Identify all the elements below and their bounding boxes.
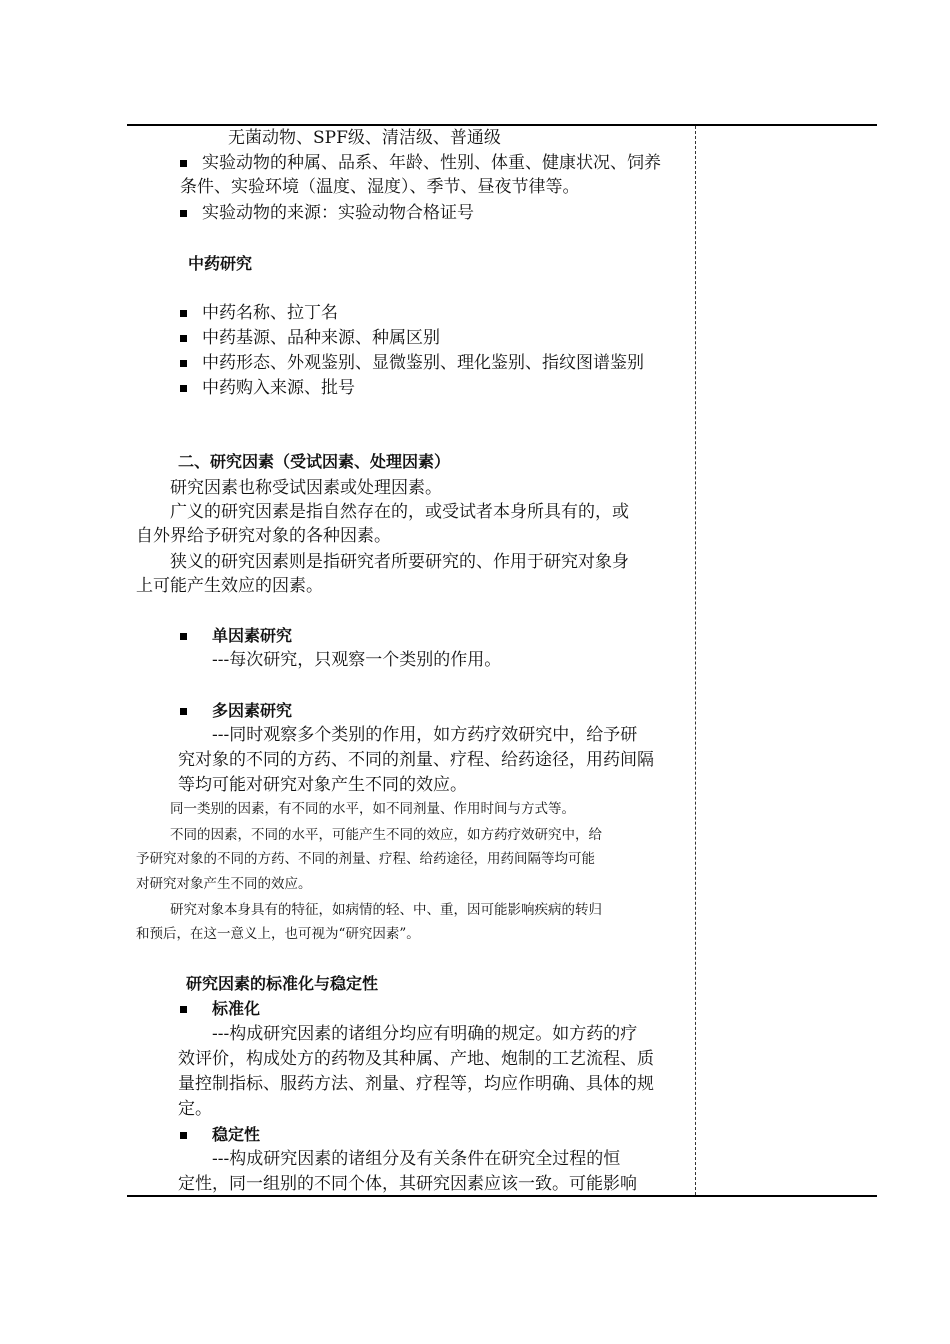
- multi-factor-line-1: ---同时观察多个类别的作用，如方药疗效研究中，给予研: [212, 725, 638, 745]
- note-effects-line-3: 对研究对象产生不同的效应。: [136, 876, 312, 892]
- tcm-item-1: 中药名称、拉丁名: [202, 303, 338, 323]
- tcm-item-3: 中药形态、外观鉴别、显微鉴别、理化鉴别、指纹图谱鉴别: [202, 353, 644, 373]
- multi-factor-heading: 多因素研究: [212, 701, 293, 720]
- paragraph-1: 研究因素也称受试因素或处理因素。: [170, 478, 442, 498]
- note-levels: 同一类别的因素，有不同的水平，如不同剂量、作用时间与方式等。: [170, 801, 575, 817]
- standardization-line-2: 效评价，构成处方的药物及其种属、产地、炮制的工艺流程、质: [178, 1049, 654, 1069]
- stability-line-1: ---构成研究因素的诸组分及有关条件在研究全过程的恒: [212, 1149, 621, 1169]
- multi-factor-line-3: 等均可能对研究对象产生不同的效应。: [178, 775, 467, 795]
- bullet-icon: [180, 210, 187, 217]
- multi-factor-line-2: 究对象的不同的方药、不同的剂量、疗程、给药途径，用药间隔: [178, 750, 654, 770]
- standardization-line-1: ---构成研究因素的诸组分均应有明确的规定。如方药的疗: [212, 1024, 638, 1044]
- stability-line-2: 定性，同一组别的不同个体，其研究因素应该一致。可能影响: [178, 1174, 637, 1194]
- bullet-icon: [180, 335, 187, 342]
- paragraph-2-line-2: 自外界给予研究对象的各种因素。: [136, 526, 391, 546]
- bullet-icon: [180, 1006, 187, 1013]
- bullet-icon: [180, 633, 187, 640]
- animal-grade-line: 无菌动物、SPF级、清洁级、普通级: [228, 128, 501, 148]
- note-effects-line-2: 予研究对象的不同的方药、不同的剂量、疗程、给药途径，用药间隔等均可能: [136, 851, 595, 867]
- note-subject-line-2: 和预后，在这一意义上，也可视为“研究因素”。: [136, 926, 420, 942]
- bottom-rule: [127, 1195, 877, 1197]
- standardization-heading: 标准化: [212, 999, 261, 1018]
- section-2-heading: 二、研究因素（受试因素、处理因素）: [178, 452, 451, 471]
- paragraph-3-line-2: 上可能产生效应的因素。: [136, 576, 323, 596]
- animal-attributes-line-2: 条件、实验环境（温度、湿度）、季节、昼夜节律等。: [180, 177, 580, 197]
- paragraph-3-line-1: 狭义的研究因素则是指研究者所要研究的、作用于研究对象身: [170, 552, 629, 572]
- bullet-icon: [180, 1132, 187, 1139]
- tcm-research-heading: 中药研究: [188, 254, 253, 273]
- stability-heading: 稳定性: [212, 1125, 261, 1144]
- bullet-icon: [180, 385, 187, 392]
- note-effects-line-1: 不同的因素，不同的水平，可能产生不同的效应，如方药疗效研究中，给: [170, 827, 602, 843]
- bullet-icon: [180, 310, 187, 317]
- paragraph-2-line-1: 广义的研究因素是指自然存在的，或受试者本身所具有的，或: [170, 502, 629, 522]
- single-factor-heading: 单因素研究: [212, 626, 293, 645]
- animal-attributes-line: 实验动物的种属、品系、年龄、性别、体重、健康状况、饲养: [202, 153, 661, 173]
- standardization-line-3: 量控制指标、服药方法、剂量、疗程等，均应作明确、具体的规: [178, 1074, 654, 1094]
- tcm-item-4: 中药购入来源、批号: [202, 378, 355, 398]
- margin-dashed-line: [695, 126, 696, 1195]
- bullet-icon: [180, 160, 187, 167]
- animal-source-line: 实验动物的来源：实验动物合格证号: [202, 203, 474, 223]
- standardization-stability-heading: 研究因素的标准化与稳定性: [186, 974, 379, 993]
- single-factor-description: ---每次研究，只观察一个类别的作用。: [212, 650, 502, 670]
- standardization-line-4: 定。: [178, 1099, 212, 1119]
- note-subject-line-1: 研究对象本身具有的特征，如病情的轻、中、重，因可能影响疾病的转归: [170, 902, 602, 918]
- tcm-item-2: 中药基源、品种来源、种属区别: [202, 328, 440, 348]
- bullet-icon: [180, 708, 187, 715]
- bullet-icon: [180, 360, 187, 367]
